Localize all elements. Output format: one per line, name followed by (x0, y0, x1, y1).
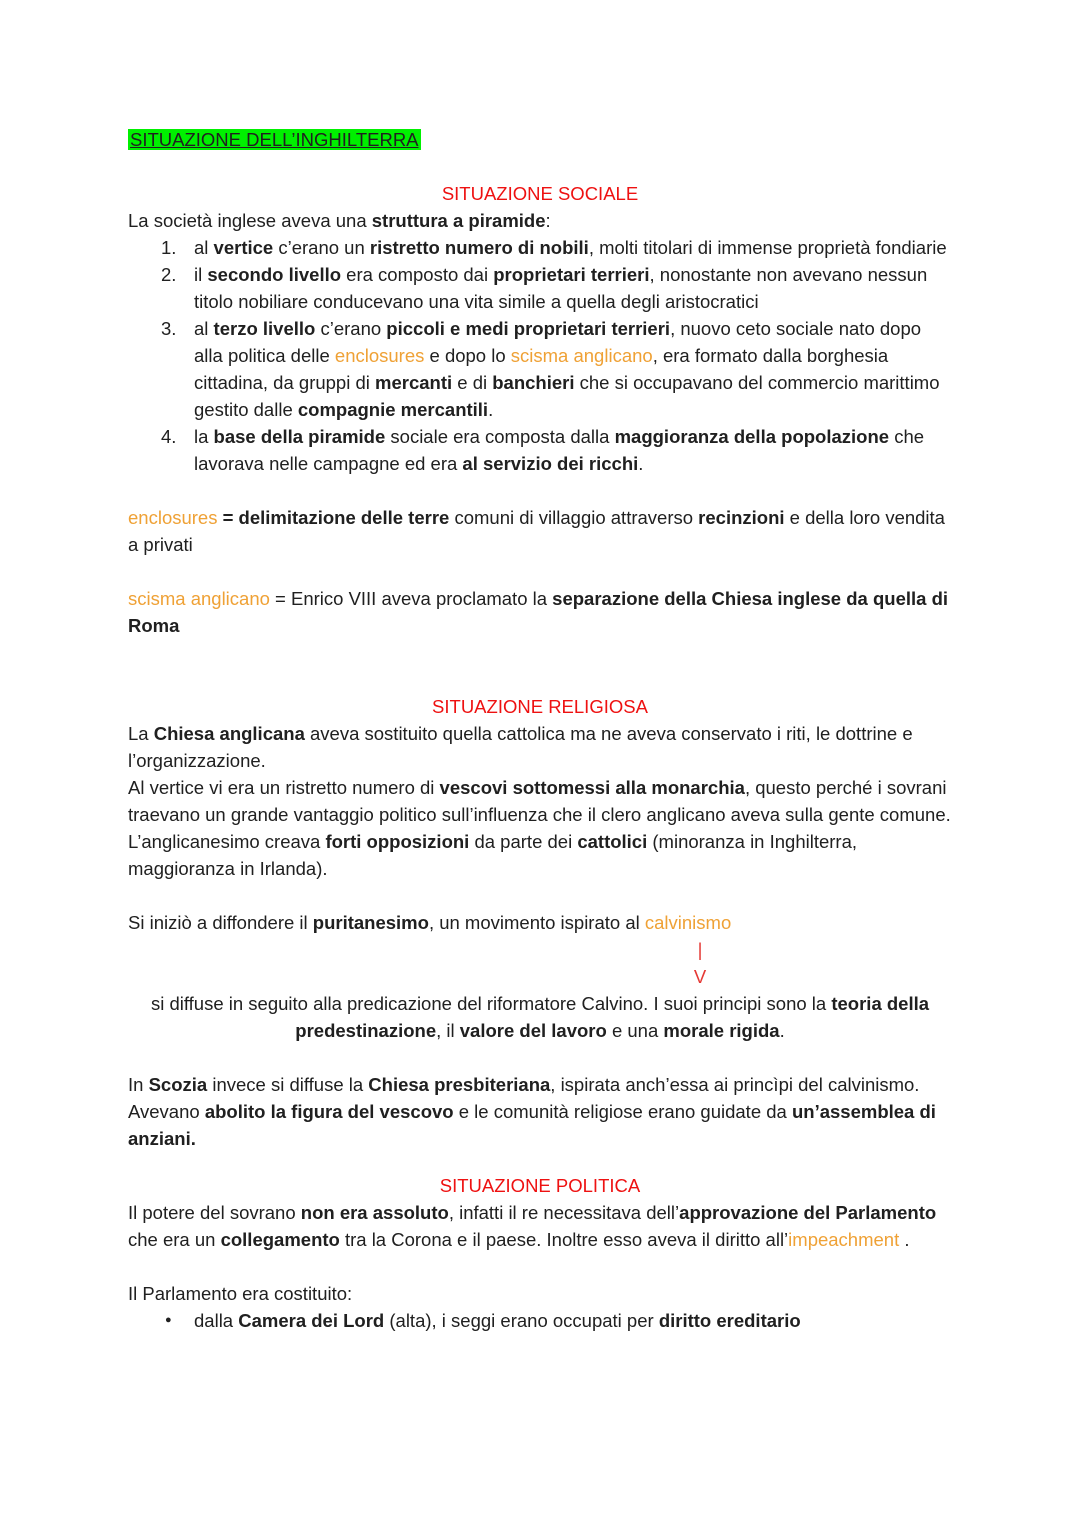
bold-text: al servizio dei ricchi (462, 453, 639, 474)
text-segment: , ispirata anch’essa ai princìpi del calvinismo. Avevano (128, 1074, 920, 1122)
bold-text: collegamento (220, 1229, 340, 1251)
text-segment: comuni di villaggio attraverso (449, 507, 699, 528)
paragraph (128, 990, 952, 1044)
text-segment: c’erano un (273, 237, 370, 258)
text-segment: . (779, 1020, 785, 1041)
paragraph (128, 909, 952, 936)
text-segment: tra la Corona e il paese. Inoltre esso aveva il diritto all’ (339, 1229, 789, 1251)
text-segment: , era formato dalla borghesia cittadina, da gruppi di (194, 345, 889, 393)
list-item (128, 315, 952, 423)
text-segment: la (194, 426, 214, 447)
text-segment: , molti titolari di immense proprietà fondiarie (588, 237, 947, 258)
list-number: 3. (161, 318, 177, 339)
list-item (128, 234, 952, 261)
section-heading: SITUAZIONE SOCIALE (441, 183, 639, 204)
text-segment: , nuovo ceto sociale nato dopo alla politica delle (194, 318, 922, 366)
paragraph (128, 504, 952, 558)
blank-line (128, 1253, 952, 1280)
text-segment: , un movimento ispirato al (428, 912, 645, 933)
document-body (128, 126, 952, 1334)
document-title (128, 126, 952, 153)
bold-text: ristretto numero di nobili (369, 237, 589, 258)
numbered-list (128, 234, 952, 477)
bold-text: teoria della predestinazione (295, 993, 930, 1041)
blank-line (128, 1044, 952, 1071)
text-segment: al (194, 237, 214, 258)
term-orange: impeachment (788, 1229, 900, 1251)
section-heading: SITUAZIONE POLITICA (439, 1175, 641, 1197)
text-segment: aveva sostituito quella cattolica ma ne aveva conservato i riti, le dottrine e l’organizzazione. (128, 723, 913, 771)
term-orange: calvinismo (644, 912, 732, 933)
text-segment: , questo perché i sovrani traevano un grande vantaggio politico sull’influenza che il clero anglicano aveva sulla gente comune. (128, 777, 951, 825)
text-segment: . (638, 453, 644, 474)
text-segment: si diffuse in seguito alla predicazione del riformatore Calvino. I suoi principi sono la (150, 993, 832, 1014)
text-segment: . (899, 1229, 910, 1251)
text-segment: che era un (128, 1229, 221, 1251)
text-segment: Si iniziò a diffondere il (128, 912, 313, 933)
down-arrow-glyph: V (693, 966, 707, 987)
text-segment: sociale era composta dalla (385, 426, 615, 447)
paragraph (128, 720, 952, 774)
list-number: 1. (161, 237, 177, 258)
text-segment: , il (436, 1020, 460, 1041)
text-segment: (minoranza in Inghilterra, maggioranza in Irlanda). (128, 831, 858, 879)
bold-text: struttura a piramide (371, 210, 546, 231)
term-orange: enclosures (128, 507, 218, 528)
bold-text: banchieri (492, 372, 575, 393)
text-segment: che si occupavano del commercio marittimo gestito dalle (194, 372, 940, 420)
bold-text: valore del lavoro (459, 1020, 607, 1041)
bullet-icon: ● (165, 1314, 172, 1327)
bold-text: Chiesa presbiteriana (368, 1074, 551, 1095)
bold-text: base della piramide (213, 426, 386, 447)
list-item (128, 261, 952, 315)
paragraph (128, 828, 952, 882)
blank-line (128, 477, 952, 504)
bold-text: compagnie mercantili (297, 399, 489, 420)
paragraph (128, 585, 952, 639)
paragraph (128, 774, 952, 828)
bold-text: recinzioni (698, 507, 785, 528)
text-segment: che lavorava nelle campagne ed era (194, 426, 925, 474)
bold-text: un’assemblea di anziani. (128, 1101, 936, 1149)
paragraph (128, 1071, 952, 1152)
text-segment: dalla (194, 1310, 239, 1332)
bold-text: maggioranza della popolazione (614, 426, 890, 447)
bold-text: separazione della Chiesa inglese da quella di Roma (128, 588, 949, 636)
bold-text: Scozia (148, 1074, 208, 1095)
blank-line (128, 639, 952, 693)
text-segment: e dopo lo (424, 345, 511, 366)
text-segment: e della loro vendita a privati (128, 507, 945, 555)
bold-text: puritanesimo (312, 912, 429, 933)
bold-text: morale rigida (663, 1020, 780, 1041)
text-segment: il (194, 264, 208, 285)
bold-text: vescovi sottomessi alla monarchia (439, 777, 745, 798)
text-segment: : (545, 210, 551, 231)
bold-text: vertice (213, 237, 274, 258)
section-heading: SITUAZIONE RELIGIOSA (432, 696, 648, 717)
bold-text: secondo livello (207, 264, 342, 285)
text-segment: In (128, 1074, 149, 1095)
text-segment: e le comunità religiose erano guidate da (453, 1101, 792, 1122)
term-orange: scisma anglicano (510, 345, 653, 366)
bold-text: mercanti (375, 372, 453, 393)
bold-text: forti opposizioni (325, 831, 470, 852)
bold-text: abolito la figura del vescovo (204, 1101, 454, 1122)
term-orange: enclosures (334, 345, 425, 366)
blank-line (128, 558, 952, 585)
list-item (128, 423, 952, 477)
bold-text: cattolici (577, 831, 648, 852)
blank-line (128, 882, 952, 909)
list-number: 2. (161, 264, 177, 285)
text-segment: , infatti il re necessitava dell’ (448, 1202, 680, 1224)
text-segment: La società inglese aveva una (128, 210, 372, 231)
bold-text: piccoli e medi proprietari terrieri (386, 318, 671, 339)
text-segment: L’anglicanesimo creava (128, 831, 326, 852)
text-segment: al (194, 318, 214, 339)
text-segment: . (488, 399, 494, 420)
term-orange: scisma anglicano (128, 588, 270, 609)
text-segment: e una (606, 1020, 664, 1041)
text-segment: era composto dai (341, 264, 494, 285)
bold-text: terzo livello (213, 318, 316, 339)
text-segment: c’erano (315, 318, 387, 339)
down-arrow-glyph: | (697, 939, 703, 960)
paragraph (128, 1199, 952, 1253)
bold-text: approvazione del Parlamento (679, 1202, 937, 1224)
text-segment: , nonostante non avevano nessun titolo nobiliare conducevano una vita simile a quella degli aristocratici (194, 264, 928, 312)
blank-line (128, 1152, 952, 1172)
blank-line (128, 153, 952, 180)
bold-text: proprietari terrieri (493, 264, 650, 285)
text-segment: = Enrico VIII aveva proclamato la (269, 588, 553, 609)
document-title-text: SITUAZIONE DELL’INGHILTERRA (130, 129, 419, 150)
text-segment: invece si diffuse la (207, 1074, 369, 1095)
bullet-list (128, 1307, 952, 1334)
text-segment: La (128, 723, 154, 744)
text-segment: Al vertice vi era un ristretto numero di (128, 777, 440, 798)
text-segment: Il potere del sovrano (128, 1202, 301, 1224)
bold-text: Chiesa anglicana (153, 723, 305, 744)
paragraph (128, 207, 952, 234)
bold-text: non era assoluto (300, 1202, 449, 1224)
list-item (128, 1307, 952, 1334)
bold-text: diritto ereditario (658, 1310, 801, 1332)
text-segment: e di (452, 372, 493, 393)
text-segment: da parte dei (469, 831, 578, 852)
text-segment: Il Parlamento era costituito: (128, 1283, 353, 1305)
text-segment: (alta), i seggi erano occupati per (384, 1310, 659, 1332)
list-number: 4. (161, 426, 177, 447)
bold-text: = delimitazione delle terre (222, 507, 450, 528)
down-arrow (128, 936, 952, 990)
paragraph (128, 1280, 952, 1307)
bold-text: Camera dei Lord (238, 1310, 385, 1332)
